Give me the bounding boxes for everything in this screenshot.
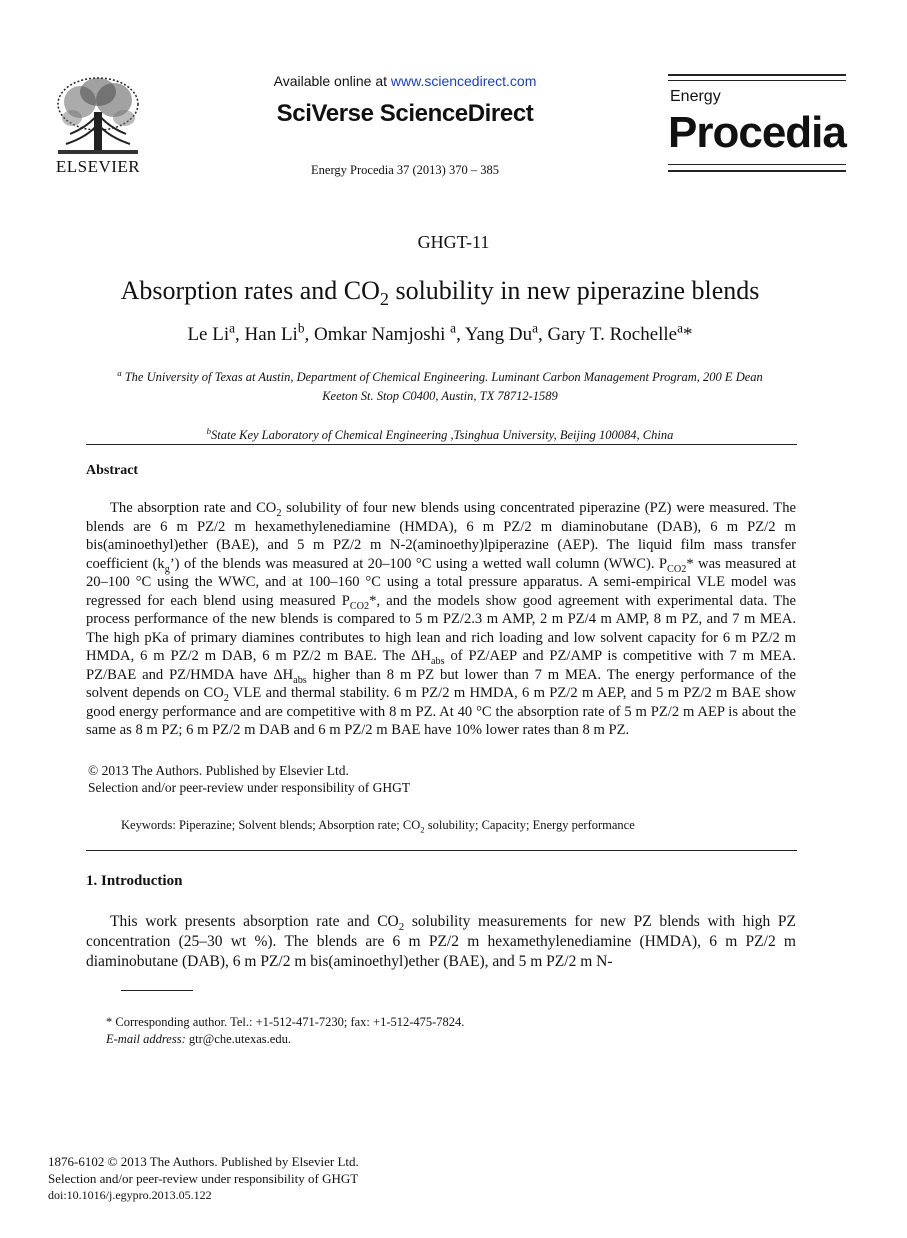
introduction-heading: 1. Introduction [86, 873, 183, 889]
keywords: Keywords: Piperazine; Solvent blends; Absorption rate; $CO_2$ solubility; Capacity; Energy performance [121, 818, 635, 835]
procedia-logo-small: Energy [670, 88, 721, 105]
affiliation-b [80, 425, 800, 443]
introduction-body: This work presents absorption rate and $CO_2$ solubility measurements for new PZ blends with high PZ concentration (25–30 wt %). The blends are 6 m PZ/2 m hexamethylenediamine (HMDA), 6 m PZ/2 m diaminobutane (DAB), 6 m PZ/2 m bis(aminoethyl)ether (BAE), and 5 m PZ/2 m N- [86, 913, 796, 970]
copyright-line2: Selection and/or peer-review under responsibility of GHGT [88, 780, 411, 795]
author: Han Li$^b$, [244, 320, 314, 345]
journal-citation: Energy Procedia 37 (2013) 370 – 385 [311, 163, 499, 177]
footnote-corresponding: * Corresponding author. Tel.: +1-512-471-7230; fax: +1-512-475-7824. [106, 1015, 465, 1029]
procedia-bottom-rule-1 [668, 164, 846, 165]
title-part: solubility in new piperazine blends [388, 276, 760, 305]
platform-logo: SciVerse ScienceDirect [276, 100, 534, 127]
copyright-notice [88, 762, 410, 796]
author: Yang Du$^a$, [464, 320, 548, 345]
affiliation-a-mark: a [117, 367, 122, 378]
elsevier-tree-icon [50, 74, 146, 156]
author: Le Li$^a$, [187, 320, 245, 345]
affiliation-a [80, 368, 800, 406]
elsevier-wordmark: ELSEVIER [55, 157, 141, 176]
abstract-body: The absorption rate and $CO_2$ solubility of four new blends using concentrated piperazine (PZ) were measured. The blends are 6 m PZ/2 m hexamethylenediamine (HMDA), 6 m PZ/2 m diaminobutane (DAB), 6 m PZ/2 m bis(aminoethyl)ether (BAE), and 5 m PZ/2 m N-2(aminoethy)lpiperazine (AEP). The liquid film mass transfer coefficient $(k_g’)$ of the blends was measured at 20–100 °C using a wetted wall column (WWC). $P_{CO2}*$ was measured at 20–100 °C using the WWC, and at 100–160 °C using a total pressure apparatus. A semi-empirical VLE model was regressed for each blend using measured $P_{CO2}*$, and the models show good agreement with experimental data. The process performance of the new blends is compared to 5 m PZ/2.3 m AMP, 2 m PZ/4 m AMP, 8 m PZ, and 7 m MEA. The high pKa of primary diamines contributes to high lean and rich loading and low solvent capacity for 6 m PZ/2 m HMDA, 6 m PZ/2 m DAB, 6 m PZ/2 m BAE. The $\Delta H_{abs}$ of PZ/AEP and PZ/AMP is competitive with 7 m MEA. PZ/BAE and PZ/HMDA have $\Delta H_{abs}$ higher than 8 m PZ but lower than 7 m MEA. The energy performance of the solvent depends on $CO_2$ VLE and thermal stability. 6 m PZ/2 m HMDA, 6 m PZ/2 m AEP, and 5 m PZ/2 m BAE show good energy performance and are competitive with 8 m PZ. At 40 °C the absorption rate of 5 m PZ/2 m AEP is about the same as 8 m PZ; 6 m PZ/2 m DAB and 6 m PZ/2 m BAE have 10% lower rates than 8 m PZ. [86, 500, 796, 738]
affiliation-a-line1: The University of Texas at Austin, Department of Chemical Engineering. Luminant Carbon Management Program, 200 E Dean [121, 370, 763, 384]
divider-bottom [86, 850, 797, 851]
affiliation-b-mark: b [206, 425, 211, 436]
copyright-line1: © 2013 The Authors. Published by Elsevier Ltd. [88, 763, 349, 778]
sciencedirect-link[interactable]: www.sciencedirect.com [390, 73, 537, 89]
footer-issn: 1876-6102 © 2013 The Authors. Published by Elsevier Ltd. [48, 1154, 359, 1169]
available-online [205, 73, 605, 89]
author-list [0, 320, 880, 346]
email-address: gtr@che.utexas.edu. [185, 1032, 291, 1046]
procedia-logo [668, 74, 846, 178]
procedia-top-rule-2 [668, 80, 846, 81]
author: Gary T. Rochelle$^a$* [547, 320, 693, 345]
author: Omkar Namjoshi $^a$, [314, 320, 465, 345]
procedia-logo-big: Procedia [668, 108, 846, 157]
affiliation-a-line2: Keeton St. Stop C0400, Austin, TX 78712-1589 [322, 389, 558, 403]
footnote [106, 1014, 464, 1048]
footer-review: Selection and/or peer-review under responsibility of GHGT [48, 1170, 359, 1186]
title-sub: 2 [379, 289, 389, 310]
procedia-top-rule-1 [668, 74, 846, 76]
footer-doi: doi:10.1016/j.egypro.2013.05.122 [48, 1188, 212, 1202]
page-footer [48, 1154, 359, 1204]
footnote-rule [121, 990, 193, 991]
available-prefix: Available online at [273, 73, 391, 89]
affiliation-b-text: State Key Laboratory of Chemical Engineering ,Tsinghua University, Beijing 100084, China [211, 428, 674, 442]
email-label: E-mail address: [106, 1032, 186, 1046]
elsevier-logo [50, 74, 146, 178]
title-part: Absorption rates and CO [120, 276, 380, 305]
divider-top [86, 444, 797, 445]
abstract-heading: Abstract [86, 463, 139, 478]
paper-title [0, 276, 880, 310]
conference-label: GHGT-11 [417, 232, 490, 252]
footnote-email [106, 1031, 464, 1048]
procedia-bottom-rule-2 [668, 170, 846, 172]
